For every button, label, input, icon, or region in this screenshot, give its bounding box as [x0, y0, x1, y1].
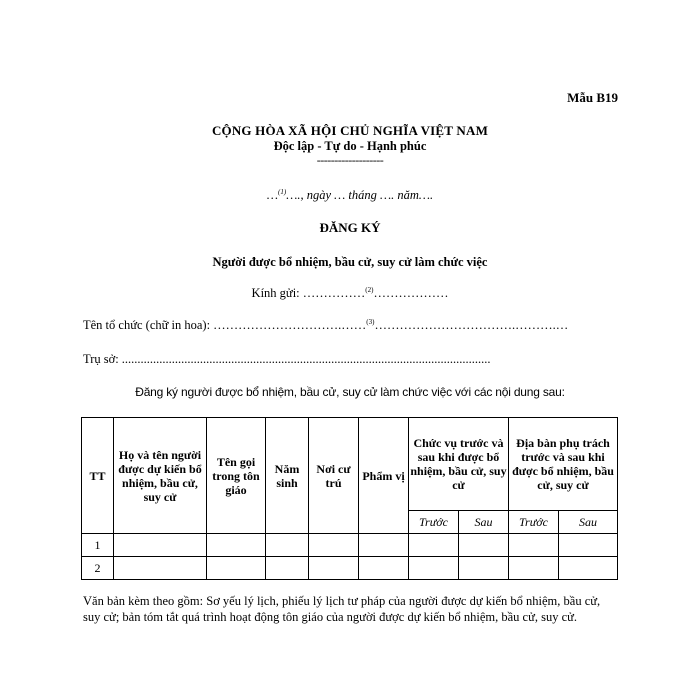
cell-religious-name[interactable]	[207, 557, 266, 580]
cell-rank[interactable]	[359, 534, 409, 557]
cell-area-after[interactable]	[559, 557, 618, 580]
national-title: CỘNG HÒA XÃ HỘI CHỦ NGHĨA VIỆT NAM	[211, 123, 489, 138]
header-area: Địa bàn phụ trách trước và sau khi được bổ nhiệm, bầu cử, suy cử	[509, 418, 618, 511]
document-title: ĐĂNG KÝ	[319, 220, 381, 235]
organization-tail: …………………………….……….…	[374, 318, 569, 333]
footnote-marker-3: (3)	[366, 318, 375, 326]
cell-name[interactable]	[114, 534, 207, 557]
header-religious-name: Tên gọi trong tôn giáo	[207, 418, 266, 534]
row-number: 1	[82, 534, 114, 557]
attachments-note: Văn bản kèm theo gồm: Sơ yếu lý lịch, phiếu lý lịch tư pháp của người được dự kiến bổ nhiệm, bầu cử, suy cử; bản tóm tắt quá trình hoạt động tôn giáo của người được dự kiến bổ nhiệm, bầu cử, suy cử.	[83, 594, 601, 624]
header-area-before: Trước	[509, 511, 559, 534]
greeting-tail: ………………	[373, 286, 449, 301]
cell-religious-name[interactable]	[207, 534, 266, 557]
cell-residence[interactable]	[309, 557, 359, 580]
footnote-marker-2: (2)	[365, 286, 374, 294]
header-rank: Phẩm vị	[359, 418, 409, 534]
greeting-line	[0, 286, 700, 301]
cell-birth-year[interactable]	[266, 557, 309, 580]
cell-name[interactable]	[114, 557, 207, 580]
cell-position-after[interactable]	[459, 534, 509, 557]
registration-table	[81, 417, 618, 580]
header-separator: -------------------	[316, 153, 384, 167]
table-row	[82, 557, 618, 580]
cell-birth-year[interactable]	[266, 534, 309, 557]
national-motto: Độc lập - Tự do - Hạnh phúc	[273, 139, 427, 153]
header-birth-year: Năm sinh	[266, 418, 309, 534]
cell-position-after[interactable]	[459, 557, 509, 580]
header-residence: Nơi cư trú	[309, 418, 359, 534]
dateline-prefix: …	[266, 188, 279, 203]
cell-area-before[interactable]	[509, 557, 559, 580]
header-area-after: Sau	[559, 511, 618, 534]
header-tt: TT	[82, 418, 114, 534]
form-code: Mẫu B19	[567, 90, 618, 105]
office-line: Trụ sở: ......................................................................................................................	[83, 352, 491, 366]
footnote-marker-1: (1)	[278, 188, 287, 196]
cell-position-before[interactable]	[409, 534, 459, 557]
cell-area-after[interactable]	[559, 534, 618, 557]
dateline	[0, 188, 700, 203]
organization-line	[83, 318, 568, 333]
header-position: Chức vụ trước và sau khi được bổ nhiệm, bầu cử, suy cử	[409, 418, 509, 511]
cell-position-before[interactable]	[409, 557, 459, 580]
cell-area-before[interactable]	[509, 534, 559, 557]
table-row	[82, 534, 618, 557]
cell-residence[interactable]	[309, 534, 359, 557]
header-name: Họ và tên người được dự kiến bổ nhiệm, bầu cử, suy cử	[114, 418, 207, 534]
header-position-after: Sau	[459, 511, 509, 534]
row-number: 2	[82, 557, 114, 580]
dateline-rest: …., ngày … tháng …. năm….	[286, 188, 434, 203]
document-subtitle: Người được bổ nhiệm, bầu cử, suy cử làm chức việc	[212, 255, 488, 269]
organization-label: Tên tổ chức (chữ in hoa): ………………………….……	[83, 318, 367, 333]
header-position-before: Trước	[409, 511, 459, 534]
intro-text: Đăng ký người được bổ nhiệm, bầu cử, suy cử làm chức việc với các nội dung sau:	[135, 385, 565, 399]
greeting-label: Kính gửi: ……………	[251, 286, 366, 301]
cell-rank[interactable]	[359, 557, 409, 580]
